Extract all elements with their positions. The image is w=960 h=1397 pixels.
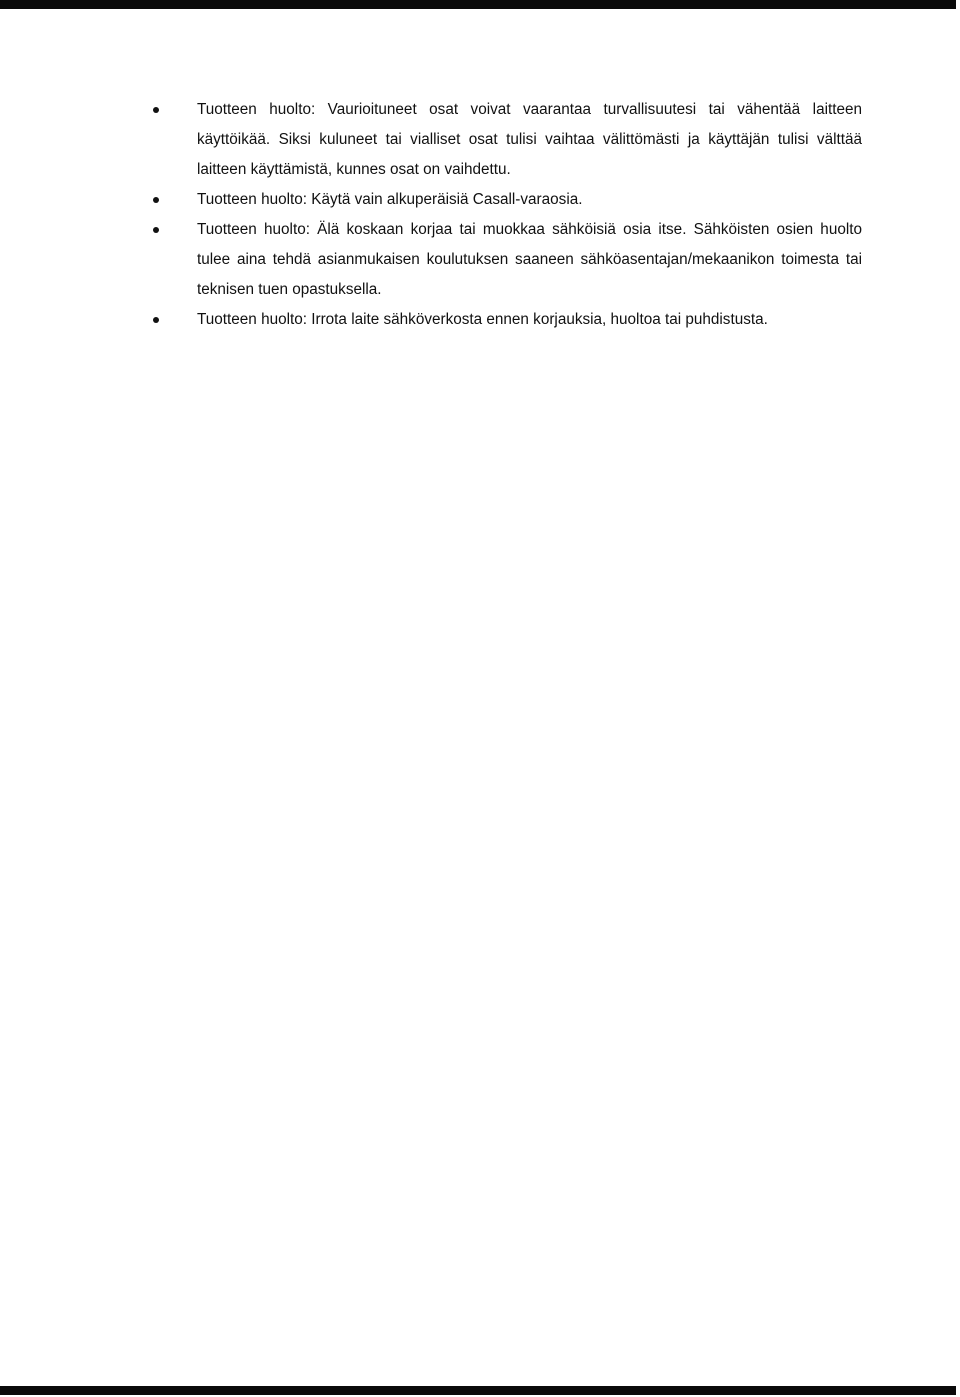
bullet-text: Tuotteen huolto: Vaurioituneet osat voivat vaarantaa turvallisuutesi tai vähentää laitteen käyttöikää. Siksi kuluneet tai vialliset osat tulisi vaihtaa välittömästi ja käyttäjän tulisi välttää laitteen käyttämistä, kunnes osat on vaihdettu. xyxy=(197,101,862,178)
bullet-point-icon xyxy=(153,197,159,203)
bullet-item xyxy=(150,185,862,215)
bullet-text: Tuotteen huolto: Älä koskaan korjaa tai muokkaa sähköisiä osia itse. Sähköisten osien huolto tulee aina tehdä asianmukaisen koulutuksen saaneen sähköasentajan/mekaanikon toimesta tai teknisen tuen opastuksella. xyxy=(197,221,862,298)
bullet-point-icon xyxy=(153,227,159,233)
bottom-border-rule xyxy=(0,1386,956,1395)
bullet-item xyxy=(150,305,862,335)
bullet-item xyxy=(150,95,862,185)
bullet-text: Tuotteen huolto: Käytä vain alkuperäisiä Casall-varaosia. xyxy=(197,191,583,208)
bullet-point-icon xyxy=(153,317,159,323)
top-border-rule xyxy=(0,0,956,9)
bullet-text: Tuotteen huolto: Irrota laite sähköverkosta ennen korjauksia, huoltoa tai puhdistusta. xyxy=(197,311,768,328)
bullet-item xyxy=(150,215,862,305)
bullet-point-icon xyxy=(153,107,159,113)
maintenance-bullet-list xyxy=(150,95,862,335)
